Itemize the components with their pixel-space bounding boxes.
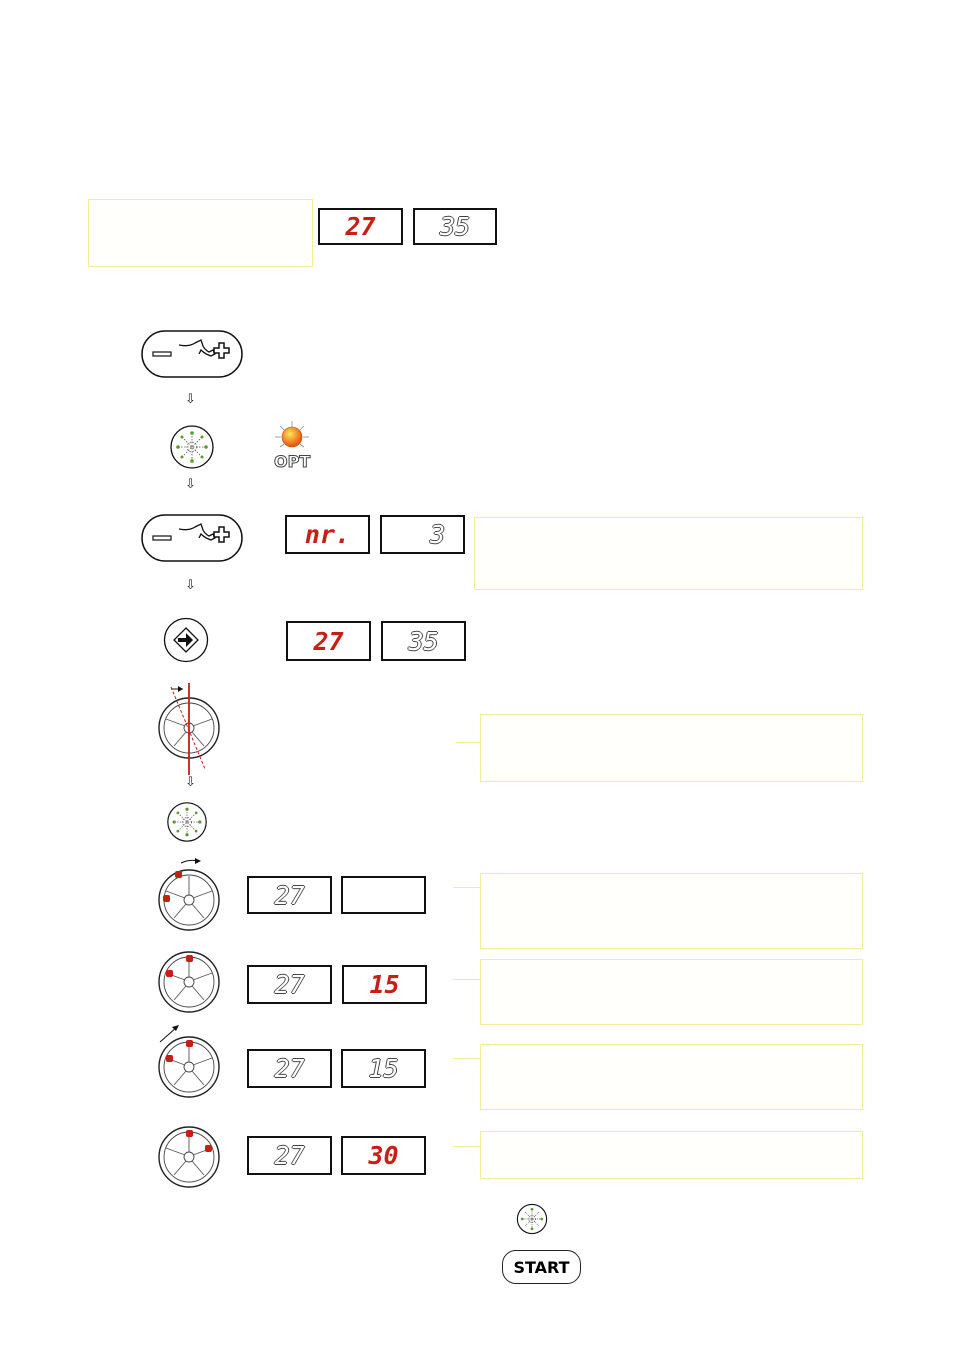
display-pos1-left: 27 (247, 876, 332, 914)
down-arrow-icon: ⇩ (185, 578, 196, 593)
wheel-key-icon[interactable] (516, 1203, 548, 1235)
display-pos3-right: 15 (341, 1049, 426, 1088)
down-arrow-icon: ⇩ (185, 775, 196, 790)
leader-line (453, 1146, 480, 1147)
display-confirm-right: 35 (381, 621, 466, 661)
enter-key-icon[interactable] (163, 617, 209, 663)
display-pos1-right (341, 876, 426, 914)
display-confirm-left: 27 (286, 621, 371, 661)
display-pos2-right: 15 (342, 965, 427, 1004)
wheel-icon (157, 1024, 223, 1100)
opt-lamp-icon (270, 420, 314, 454)
wheel-icon (157, 1125, 223, 1191)
note-box-pos2 (480, 959, 863, 1025)
note-box-nr (474, 517, 863, 590)
display-pos4-left: 27 (247, 1136, 332, 1175)
display-pos2-left: 27 (247, 965, 332, 1004)
wheel-icon (157, 950, 223, 1016)
note-box-valve (480, 714, 863, 782)
display-pos3-left: 27 (247, 1049, 332, 1088)
display-header-left: 27 (318, 208, 403, 245)
wheel-key-icon[interactable] (169, 424, 215, 470)
note-box-pos1 (480, 873, 863, 949)
leader-line (456, 742, 480, 743)
display-pos4-right: 30 (341, 1136, 426, 1175)
note-box-pos4 (480, 1131, 863, 1179)
wheel-icon (157, 857, 223, 933)
note-box-header (88, 199, 313, 267)
wheel-key-icon[interactable] (166, 801, 208, 843)
opt-label: OPT (274, 452, 311, 471)
wheel-icon (157, 683, 223, 779)
plus-minus-key-icon[interactable] (141, 514, 243, 562)
display-nr-right: 3 (380, 515, 465, 554)
display-header-right: 35 (413, 208, 497, 245)
leader-line (453, 1058, 480, 1059)
plus-minus-key-icon[interactable] (141, 330, 243, 378)
leader-line (453, 887, 480, 888)
display-nr-left: nr. (285, 515, 370, 554)
down-arrow-icon: ⇩ (185, 477, 196, 492)
leader-line (453, 979, 480, 980)
down-arrow-icon: ⇩ (185, 392, 196, 407)
note-box-pos3 (480, 1044, 863, 1110)
start-button[interactable]: START (502, 1250, 581, 1284)
